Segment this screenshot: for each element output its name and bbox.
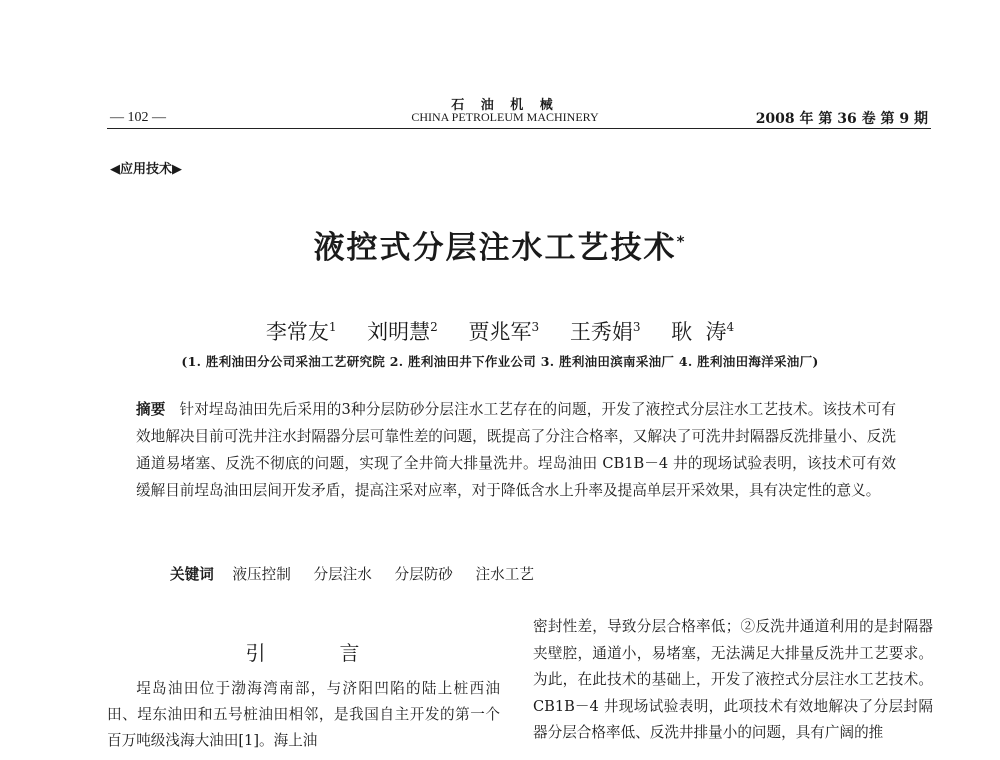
header-rule <box>107 128 931 129</box>
right-column <box>533 614 933 747</box>
body-paragraph: 密封性差，导致分层合格率低；②反洗井通道利用的是封隔器夹壁腔，通道小，易堵塞，无法满足大排量反洗井工艺要求。为此，在此技术的基础上，开发了液控式分层注水工艺技术。CB1B－4 井现场试验表明，此项技术有效地解决了分层封隔器分层合格率低、反洗井排量小的问题，具有广阔的推 <box>533 618 933 741</box>
left-column <box>107 640 500 754</box>
author-name: 耿 涛 <box>671 320 727 344</box>
intro-heading-char: 引 <box>245 641 268 665</box>
author-affil-mark: 3 <box>531 320 540 334</box>
page-number: — 102 — <box>110 110 166 125</box>
abstract-label: 摘要 <box>136 401 166 418</box>
paper-title-text: 液控式分层注水工艺技术 <box>313 230 677 266</box>
title-footnote-mark: * <box>676 232 687 251</box>
intro-heading <box>107 640 500 666</box>
author-name: 李常友 <box>265 320 329 344</box>
author-affil-mark: 2 <box>430 320 438 334</box>
author-name: 贾兆军 <box>468 320 532 344</box>
keyword: 分层注水 <box>313 566 372 583</box>
abstract-text: 针对埕岛油田先后采用的3种分层防砂分层注水工艺存在的问题，开发了液控式分层注水工艺技术。该技术可有效地解决目前可洗井注水封隔器分层可靠性差的问题，既提高了分注合格率，又解决了可洗井封隔器反洗排量小、反洗通道易堵塞、反洗不彻底的问题，实现了全井筒大排量洗井。埕岛油田 CB1B－4 井的现场试验表明，该技术可有效缓解目前埕岛油田层间开发矛盾，提高注采对应率，对于降低含水上升率及提高单层开采效果，具有决定性的意义。 <box>136 401 896 499</box>
abstract <box>136 396 896 504</box>
keywords-label: 关键词 <box>170 566 214 583</box>
intro-paragraph: 埕岛油田位于渤海湾南部，与济阳凹陷的陆上桩西油田、埕东油田和五号桩油田相邻，是我国自主开发的第一个百万吨级浅海大油田[1]。海上油 <box>107 680 500 749</box>
author <box>266 320 337 344</box>
author-list <box>0 316 1000 346</box>
author-affil-mark: 4 <box>726 320 735 334</box>
author <box>469 320 540 344</box>
paper-title <box>0 222 1000 267</box>
section-tag: ◀应用技术▶ <box>110 162 182 177</box>
journal-name-en: CHINA PETROLEUM MACHINERY <box>411 110 599 124</box>
intro-heading-char: 言 <box>339 641 362 665</box>
keyword: 液压控制 <box>232 566 291 583</box>
author <box>367 320 438 344</box>
keywords <box>170 563 552 584</box>
author-name: 刘明慧 <box>367 320 431 344</box>
affiliations: (1. 胜利油田分公司采油工艺研究院 2. 胜利油田井下作业公司 3. 胜利油田滨南采油厂 4. 胜利油田海洋采油厂) <box>181 354 819 369</box>
author-affil-mark: 3 <box>632 320 641 334</box>
author-name: 王秀娟 <box>569 320 633 344</box>
author-affil-mark: 1 <box>328 320 337 334</box>
author <box>671 320 734 344</box>
keyword: 注水工艺 <box>475 566 534 583</box>
keyword: 分层防砂 <box>394 566 453 583</box>
author <box>570 320 641 344</box>
issue-info: 2008 年 第 36 卷 第 9 期 <box>755 111 928 127</box>
journal-name-cn: 石 油 机 械 <box>451 98 559 113</box>
